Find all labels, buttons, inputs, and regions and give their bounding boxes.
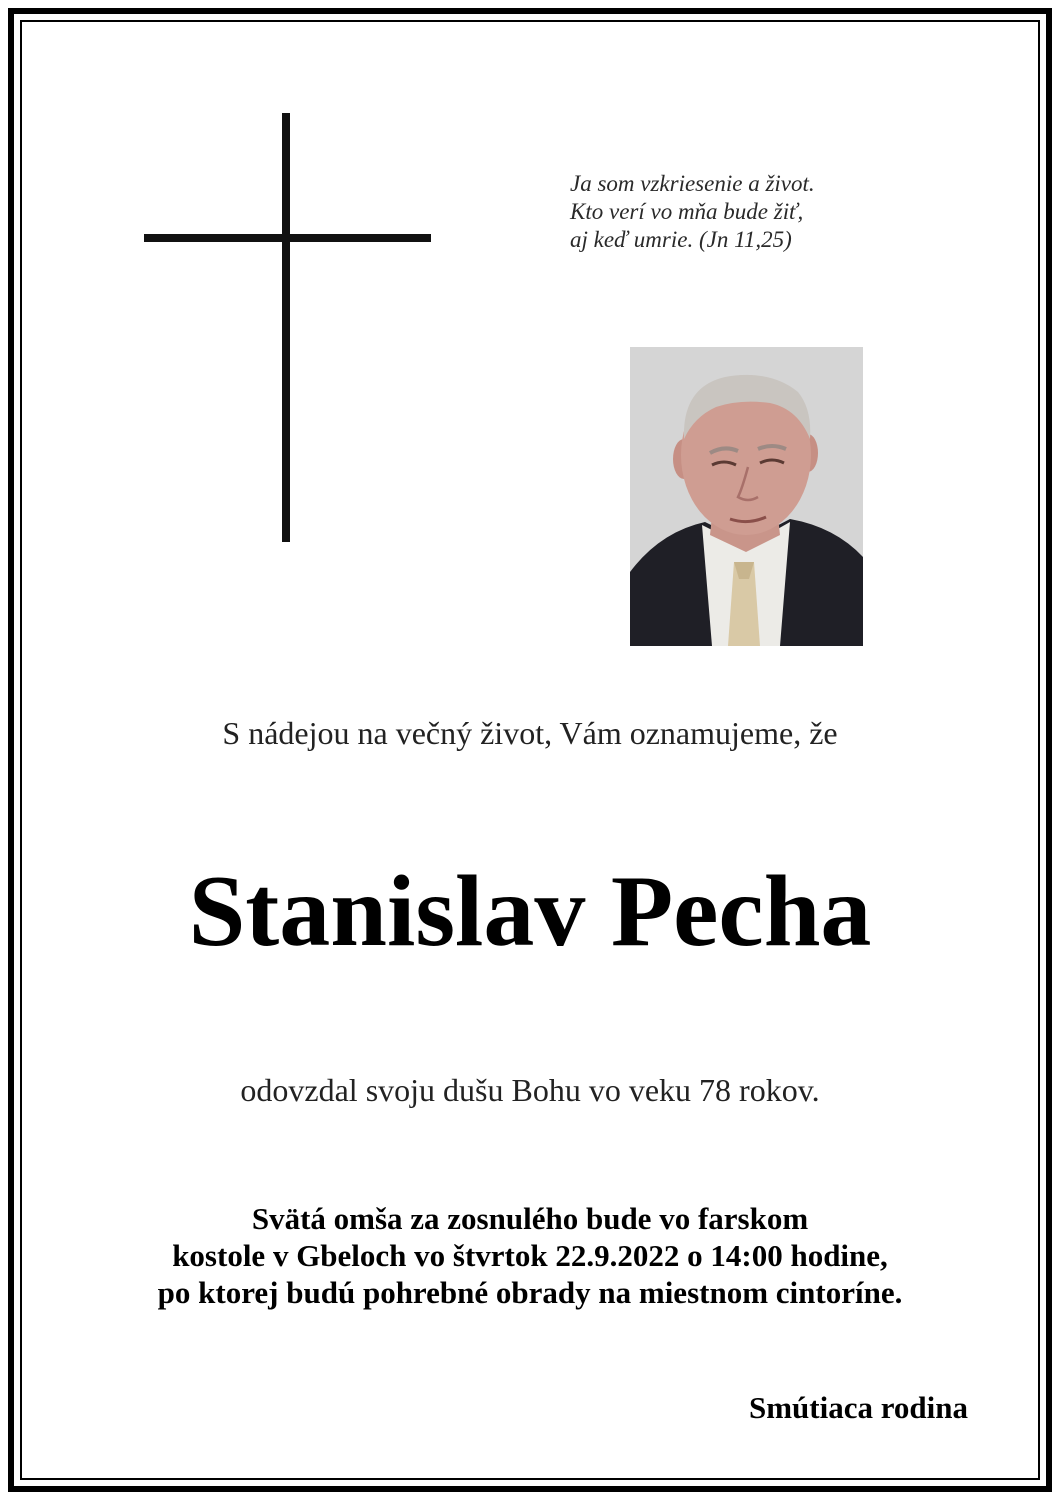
portrait-photo — [630, 347, 863, 646]
passing-statement: odovzdal svoju dušu Bohu vo veku 78 rokov. — [240, 1072, 820, 1108]
deceased-name: Stanislav Pecha — [188, 855, 872, 968]
bible-verse — [570, 170, 950, 254]
cross-vertical-bar — [282, 113, 290, 542]
signature: Smútiaca rodina — [748, 1390, 968, 1425]
funeral-details — [0, 1200, 1060, 1311]
funeral-details-line-1: Svätá omša za zosnulého bude vo farskom — [251, 1201, 809, 1236]
verse-line-2: Kto verí vo mňa bude žiť, — [570, 199, 804, 224]
funeral-details-line-2: kostole v Gbeloch vo štvrtok 22.9.2022 o 14:00 hodine, — [172, 1238, 888, 1273]
verse-line-3: aj keď umrie. (Jn 11,25) — [570, 227, 792, 252]
verse-line-1: Ja som vzkriesenie a život. — [570, 171, 815, 196]
announcement-intro: S nádejou na večný život, Vám oznamujeme, že — [222, 715, 838, 751]
cross-horizontal-bar — [144, 234, 431, 242]
funeral-details-line-3: po ktorej budú pohrebné obrady na miestnom cintoríne. — [157, 1275, 903, 1310]
